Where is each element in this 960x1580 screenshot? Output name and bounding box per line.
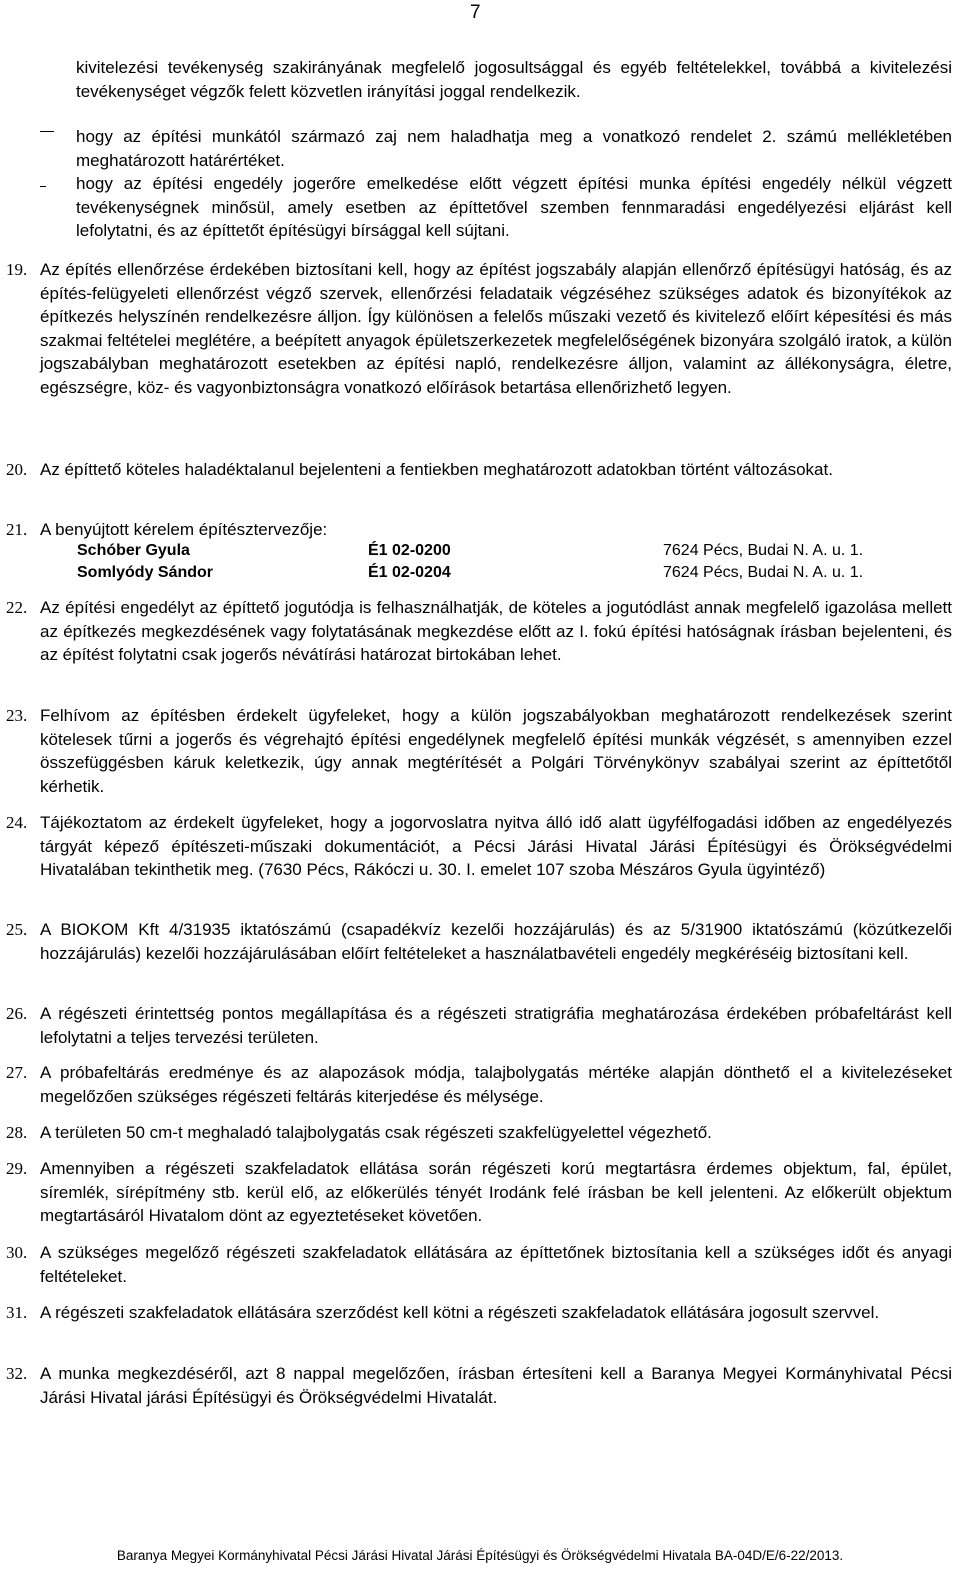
item-text: Felhívom az építésben érdekelt ügyfeleket, hogy a külön jogszabályokban meghatározott rendelkezések szerint kötelesek tűrni a jogerős és végrehajtó építési engedélynek megfelelő építési munkák végzését, s amennyiben ezzel összefüggésben káruk keletkezik, úgy annak megtérítését a Polgári Törvénykönyv szabályai szerint az építtetőtől kérhetik. [40,706,952,796]
item-number: 25. [6,920,28,939]
item-text: Amennyiben a régészeti szakfeladatok ellátása során régészeti korú megtartásra érdemes objektum, fal, épület, síremlék, sírépítmény stb. kerül elő, az előkerülés tényét Irodánk felé írásban be kell jelenteni. Az előkerült objektum megtartásáról Hivatalom dönt az egyeztetéseket követően. [40,1159,952,1226]
item-text: A területen 50 cm-t meghaladó talajbolygatás csak régészeti szakfelügyelettel végezhető. [40,1123,712,1142]
item-text: A BIOKOM Kft 4/31935 iktatószámú (csapadékvíz kezelői hozzájárulás) és az 5/31900 iktatószámú (közútkezelői hozzájárulás) kezelői hozzájárulásában előírt feltételeket a használatbavételi engedély megkéréséig biztosítani kell. [40,920,952,963]
item-text: A munka megkezdéséről, azt 8 nappal megelőzően, írásban értesíteni kell a Baranya Megyei Kormányhivatal Pécsi Járási Hivatal járási Építésügyi és Örökségvédelmi Hivatalát. [40,1364,952,1407]
item-number: 20. [6,460,28,479]
item-number: 32. [6,1364,28,1383]
intro-continuation: kivitelezési tevékenység szakirányának megfelelő jogosultsággal és egyéb feltételekkel, továbbá a kivitelezési tevékenységet végzők felett közvetlen irányítási joggal rendelkezik. [76,58,952,101]
architect-row [0,540,960,562]
item-number: 30. [6,1243,28,1262]
item-number: 26. [6,1004,28,1023]
page-footer: Baranya Megyei Kormányhivatal Pécsi Járási Hivatal Járási Építésügyi és Örökségvédelmi Hivatala BA-04D/E/6-22/2013. [116,1548,844,1563]
architect-code: É1 02-0200 [368,542,451,559]
page-number: 7 [470,2,481,23]
item-text: Az építés ellenőrzése érdekében biztosítani kell, hogy az építést jogszabály alapján ellenőrző építésügyi hatóság, és az építés-felügyeleti ellenőrzést végző szervek, ellenőrzési feladataik végzéséhez szükséges adatok és bizonyítékok az építkezés helyszínén rendelkezésre álljon. Így különösen a felelős műszaki vezető és kivitelező előírt képesítési és más szakmai feltételei meglétére, a beépített anyagok épületszerkezetek megfelelőségének bizonyára szolgáló iratok, a külön jogszabályban meghatározott esetekben az építési napló, rendelkezésre álljon, valamint az állékonyságra, életre, egészségre, köz- és vagyonbiztonságra vonatkozó előírások betartása ellenőrizhető legyen. [40,260,952,397]
item-number: 21. [6,520,28,539]
item-number: 28. [6,1123,28,1142]
architect-name: Schóber Gyula [77,542,190,559]
bullet-dash [40,186,46,187]
architect-address: 7624 Pécs, Budai N. A. u. 1. [663,564,864,581]
item-number: 22. [6,598,28,617]
architect-name: Somlyódy Sándor [77,564,214,581]
item-text: Az építtető köteles haladéktalanul bejelenteni a fentiekben meghatározott adatokban történt változásokat. [40,460,833,479]
item-text: A régészeti érintettség pontos megállapítása és a régészeti stratigráfia meghatározása érdekében próbafeltárást kell lefolytatni a teljes tervezési területen. [40,1004,952,1047]
bullet-noise-limit: hogy az építési munkától származó zaj nem haladhatja meg a vonatkozó rendelet 2. számú mellékletében meghatározott határértéket. [76,127,952,170]
item-text: A benyújtott kérelem építésztervezője: [40,520,328,539]
bullet-dash [40,131,54,132]
item-text: Tájékoztatom az érdekelt ügyfeleket, hogy a jogorvoslatra nyitva álló idő alatt ügyfélfogadási időben az engedélyezés tárgyát képező építészeti-műszaki dokumentációt, a Pécsi Járási Hivatal Járási Építésügyi és Örökségvédelmi Hivatalában tekinthetik meg. (7630 Pécs, Rákóczi u. 30. I. emelet 107 szoba Mészáros Gyula ügyintéző) [40,813,952,880]
architect-row [0,562,960,584]
architect-address: 7624 Pécs, Budai N. A. u. 1. [663,542,864,559]
bullet-unpermitted-work: hogy az építési engedély jogerőre emelkedése előtt végzett építési munka építési engedély nélkül végzett tevékenységnek minősül, amely esetben az építtetővel szemben fennmaradási engedélyezési eljárást kell lefolytatni, és az építtetőt építésügyi bírsággal kell sújtani. [76,174,952,241]
item-number: 19. [6,260,28,279]
item-number: 24. [6,813,28,832]
item-text: A szükséges megelőző régészeti szakfeladatok ellátására az építtetőnek biztosítania kell a szükséges időt és anyagi feltételeket. [40,1243,952,1286]
item-number: 23. [6,706,28,725]
item-number: 29. [6,1159,28,1178]
item-number: 31. [6,1303,28,1322]
item-text: A próbafeltárás eredménye és az alapozások módja, talajbolygatás mértéke alapján dönthető el a kivitelezéseket megelőzően szükséges régészeti feltárás kiterjedése és mélysége. [40,1063,952,1106]
item-text: A régészeti szakfeladatok ellátására szerződést kell kötni a régészeti szakfeladatok ellátására jogosult szervvel. [40,1303,880,1322]
item-number: 27. [6,1063,28,1082]
architect-code: É1 02-0204 [368,564,451,581]
item-text: Az építési engedélyt az építtető jogutódja is felhasználhatják, de köteles a jogutódlást annak megfelelő igazolása mellett az építkezés megkezdésének vagy folytatásának megkezdése előtt az I. fokú építési hatóságnak írásban bejelenteni, és az építést folytatni csak jogerős névátírási határozat birtokában lehet. [40,598,952,665]
